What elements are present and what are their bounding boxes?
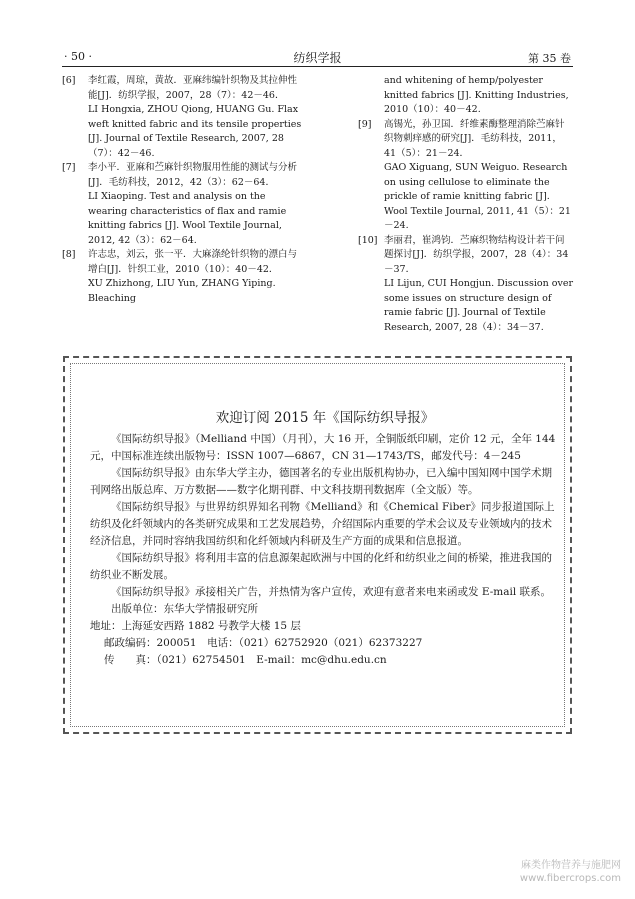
reference-number: [7]: [62, 162, 76, 173]
fax-email-line: 传 真：（021）62754501 E-mail：mc@dhu.edu.cn: [104, 654, 387, 666]
notice-paragraph: 《国际纺织导报》与世界纺织界知名刊物《Melliand》和《Chemical Fiber》同步报道国际上纺织及化纤领域内的各类研究成果和工艺发展趋势，介绍国际内重要的学术会议及专业领域内的技术经济信息，并同时容纳我国纺织和化纤领域内科研及生产方面的成果和信息报道。: [90, 501, 555, 547]
postcode-phone-line: 邮政编码：200051 电话：（021）62752920（021）62373227: [104, 637, 423, 649]
reference-item: [358, 74, 573, 118]
reference-item: [62, 74, 302, 161]
subscription-notice: [90, 410, 560, 669]
references-right-column: [358, 74, 573, 335]
site-watermark: [520, 859, 621, 885]
reference-cn: 李小平．亚麻和苎麻针织物服用性能的测试与分析[J]．毛纺科技，2012，42（3）：62－64．: [88, 162, 298, 188]
references-left-column: [62, 74, 302, 306]
reference-cn: 许志忠，刘云，张一平．大麻涤纶针织物的漂白与增白[J]．针织工业，2010（10）：40－42．: [88, 249, 298, 275]
watermark-text: 麻类作物营养与施肥网: [521, 860, 621, 871]
reference-item: [62, 248, 302, 306]
reference-item: [358, 234, 573, 336]
reference-en: LI Lijun, CUI Hongjun. Discussion over some issues on structure design of ramie fabric [J]. Journal of Textile Research, 2007, 28（4）：34－37.: [384, 278, 573, 333]
header-rule: [62, 66, 573, 67]
notice-title: 欢迎订阅 2015 年《国际纺织导报》: [215, 410, 435, 426]
reference-cn: 李丽君，崔鸿钧．苎麻织物结构设计若干问题探讨[J]．纺织学报，2007，28（4）：34－37．: [384, 234, 569, 275]
reference-cn: 李红霞，周琼，黄故．亚麻纬编针织物及其拉伸性能[J]．纺织学报，2007，28（7）：42－46．: [88, 75, 298, 101]
reference-en: XU Zhizhong, LIU Yun, ZHANG Yiping. Bleaching: [88, 278, 276, 304]
reference-item: [62, 161, 302, 248]
reference-en: and whitening of hemp/polyester knitted fabrics [J]. Knitting Industries, 2010（10）：40－42.: [384, 75, 569, 115]
notice-paragraph: 《国际纺织导报》（Melliand 中国）（月刊），大 16 开，全铜版纸印刷，定价 12 元，全年 144 元，中国标准连续出版物号：ISSN 1007—6867，CN 31—1743/TS，邮发代号：4－245: [90, 433, 556, 462]
reference-item: [358, 118, 573, 234]
reference-number: [9]: [358, 118, 372, 130]
contact-block: [90, 601, 560, 669]
notice-paragraph: 《国际纺织导报》由东华大学主办，德国著名的专业出版机构协办，已入编中国知网中国学术期刊网络出版总库、万方数据——数字化期刊群、中文科技期刊数据库（全文版）等。: [90, 467, 552, 496]
reference-number: [6]: [62, 75, 76, 86]
reference-en: LI Xiaoping. Test and analysis on the wearing characteristics of flax and ramie knitting fabrics [J]. Wool Textile Journal, 2012, 42（3）：62－64.: [88, 191, 287, 246]
address-line: 地址：上海延安西路 1882 号教学大楼 15 层: [90, 620, 301, 632]
reference-number: [10]: [358, 234, 378, 246]
page-number: · 50 ·: [64, 50, 92, 63]
reference-cn: 高锡光，孙卫国．纤维素酶整理消除苎麻针织物刺痒感的研究[J]．毛纺科技，2011，41（5）：21－24．: [384, 118, 565, 159]
journal-title: 纺织学报: [293, 51, 342, 65]
reference-en: GAO Xiguang, SUN Weiguo. Research on using cellulose to eliminate the prickle of ramie knitting fabric [J]. Wool Textile Journal, 2011, 41（5）：21－24.: [384, 162, 571, 231]
volume-label: 第 35 卷: [528, 52, 571, 65]
notice-paragraph: 《国际纺织导报》承接相关广告，并热情为客户宣传，欢迎有意者来电来函或发 E-mail 联系。: [111, 586, 552, 598]
publisher-line: 出版单位：东华大学情报研究所: [111, 603, 258, 615]
reference-en: LI Hongxia, ZHOU Qiong, HUANG Gu. Flax weft knitted fabric and its tensile properties [J]. Journal of Textile Research, 2007, 28（7）：42－46.: [88, 104, 302, 159]
notice-paragraph: 《国际纺织导报》将利用丰富的信息源架起欧洲与中国的化纤和纺织业之间的桥梁，推进我国的纺织业不断发展。: [90, 552, 552, 581]
watermark-url: www.fibercrops.com: [519, 873, 621, 884]
reference-number: [8]: [62, 249, 76, 260]
